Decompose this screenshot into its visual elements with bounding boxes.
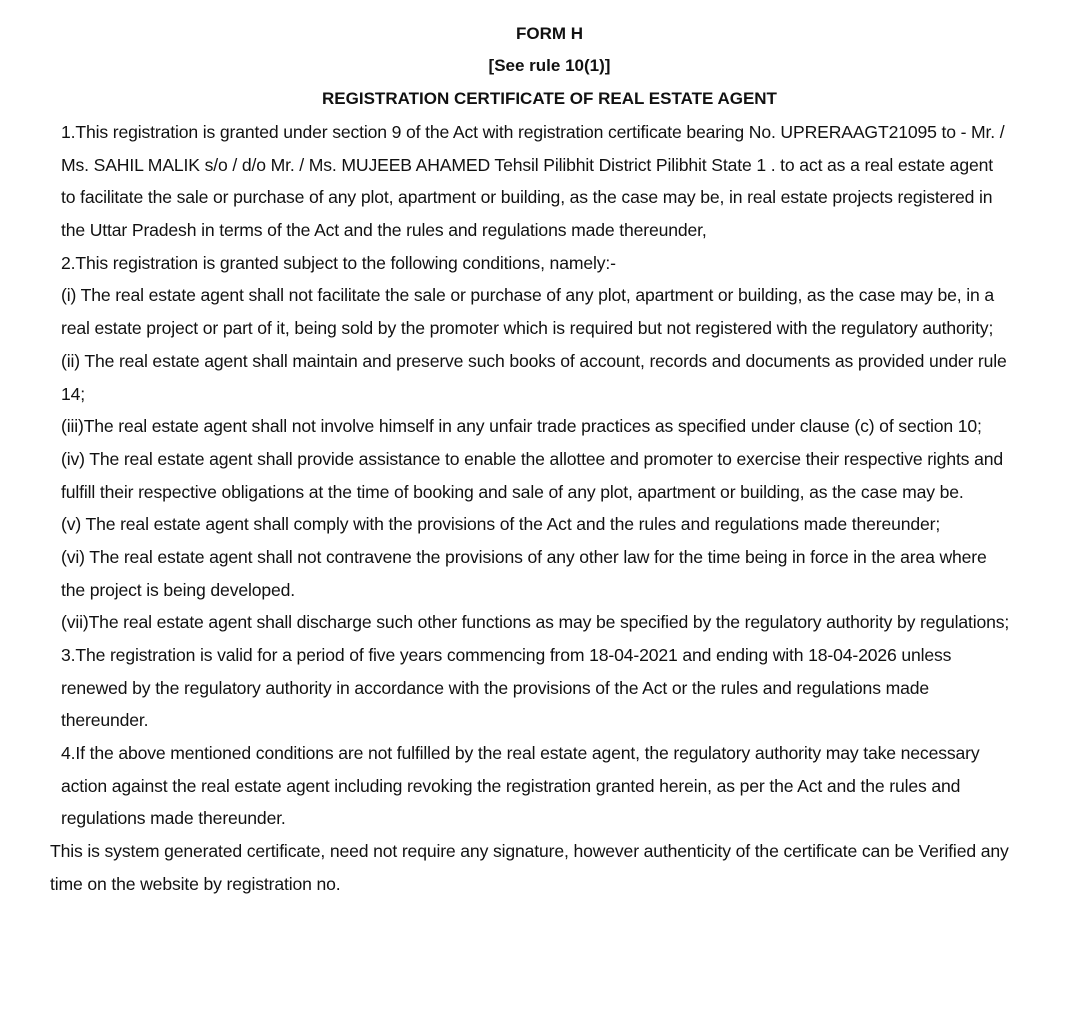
text-line: 14; — [61, 383, 86, 404]
clause-paragraph — [0, 279, 1079, 344]
text-line: 1.This registration is granted under section 9 of the Act with registration certificate bearing No. UPRERAAGT21095 to - Mr. / — [61, 122, 1005, 142]
text-line: (iv) The real estate agent shall provide assistance to enable the allottee and promoter to exercise their respective rights and — [61, 448, 1003, 469]
system-generated-note — [0, 835, 1079, 900]
text-line: the project is being developed. — [61, 579, 296, 600]
text-line: 3.The registration is valid for a period of five years commencing from 18-04-2021 and ending with 18-04-2026 unless — [61, 645, 952, 665]
text-line: action against the real estate agent including revoking the registration granted herein, as per the Act and the rules and — [61, 775, 961, 796]
text-line: regulations made thereunder. — [61, 808, 286, 829]
clause-paragraph — [0, 116, 1079, 247]
clause-paragraph — [0, 345, 1079, 410]
clause-paragraph — [0, 606, 1079, 639]
text-line: (v) The real estate agent shall comply with the provisions of the Act and the rules and regulations made thereunder; — [61, 514, 941, 535]
text-line: renewed by the regulatory authority in accordance with the provisions of the Act or the rules and regulations made — [61, 677, 929, 698]
text-line: real estate project or part of it, being sold by the promoter which is required but not registered with the regulatory authority; — [61, 318, 994, 339]
clause-paragraph — [0, 639, 1079, 737]
clause-paragraph — [0, 508, 1079, 541]
form-label: FORM H — [515, 24, 584, 43]
text-line: 2.This registration is granted subject to the following conditions, namely:- — [61, 252, 616, 273]
certificate-title: REGISTRATION CERTIFICATE OF REAL ESTATE AGENT — [322, 89, 777, 108]
text-line: Ms. SAHIL MALIK s/o / d/o Mr. / Ms. MUJEEB AHAMED Tehsil Pilibhit District Pilibhit State 1 . to act as a real estate agent — [61, 154, 993, 175]
text-line: the Uttar Pradesh in terms of the Act and the rules and regulations made thereunder, — [61, 220, 707, 241]
certificate-body — [0, 116, 1079, 901]
text-line: (ii) The real estate agent shall maintain and preserve such books of account, records and documents as provided under rule — [61, 350, 1007, 371]
text-line: (i) The real estate agent shall not facilitate the sale or purchase of any plot, apartment or building, as the case may be, in a — [61, 285, 995, 306]
text-line: (vii)The real estate agent shall discharge such other functions as may be specified by the regulatory authority by regulations; — [61, 612, 1010, 633]
rule-reference: [See rule 10(1)] — [488, 56, 611, 75]
text-line: thereunder. — [61, 710, 149, 731]
text-line: This is system generated certificate, need not require any signature, however authenticity of the certificate can be Verified any — [50, 841, 1009, 862]
clause-paragraph — [0, 541, 1079, 606]
text-line: time on the website by registration no. — [50, 873, 341, 894]
text-line: (vi) The real estate agent shall not contravene the provisions of any other law for the time being in force in the area where — [61, 546, 987, 567]
text-line: (iii)The real estate agent shall not involve himself in any unfair trade practices as specified under clause (c) of section 10; — [61, 416, 982, 437]
clause-paragraph — [0, 443, 1079, 508]
clause-paragraph — [0, 247, 1079, 280]
text-line: 4.If the above mentioned conditions are not fulfilled by the real estate agent, the regulatory authority may take necessary — [61, 743, 980, 764]
text-line: to facilitate the sale or purchase of any plot, apartment or building, as the case may be, in real estate projects registered in — [61, 187, 993, 208]
text-line: fulfill their respective obligations at the time of booking and sale of any plot, apartment or building, as the case may be. — [61, 481, 964, 502]
clause-paragraph — [0, 410, 1079, 443]
clause-paragraph — [0, 737, 1079, 835]
